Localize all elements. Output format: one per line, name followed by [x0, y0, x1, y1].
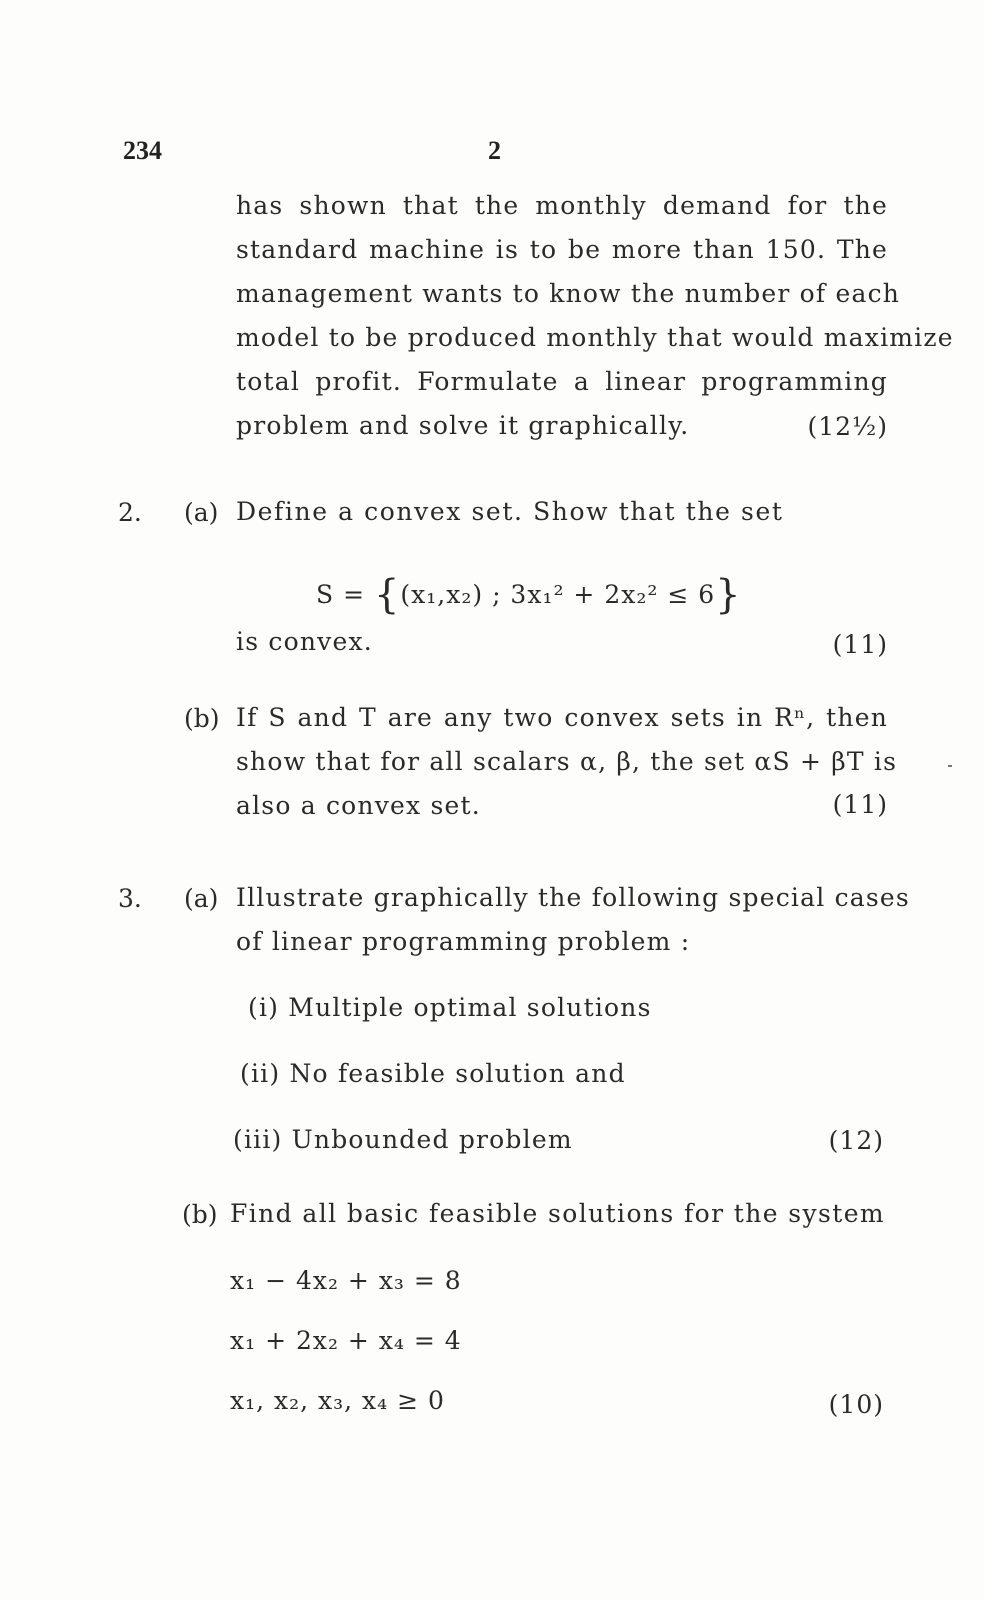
q2b-marks: (11) — [832, 790, 888, 819]
text-line: of linear programming problem : — [236, 927, 691, 956]
text-line: also a convex set. — [236, 791, 481, 820]
case-text: No feasible solution and — [289, 1059, 626, 1088]
case-text: Multiple optimal solutions — [288, 993, 652, 1022]
q2a-set-expression — [316, 572, 742, 618]
set-body: (x₁,x₂) ; 3x₁² + 2x₂² ≤ 6 — [400, 580, 716, 609]
text-line: has shown that the monthly demand for the — [236, 191, 888, 220]
set-lhs: S = — [316, 580, 374, 609]
text-line: Illustrate graphically the following special cases — [236, 883, 910, 912]
q2a-label: (a) — [184, 498, 219, 527]
q1-marks: (12½) — [807, 412, 888, 441]
q3a-marks: (12) — [828, 1126, 884, 1155]
left-brace: { — [373, 572, 401, 618]
text-line: management wants to know the number of each — [236, 279, 901, 308]
q2a-text: Define a convex set. Show that the set — [236, 497, 784, 526]
case-label: (i) — [248, 993, 280, 1022]
scan-speck — [948, 765, 952, 767]
q3b-equation-1: x₁ − 4x₂ + x₃ = 8 — [230, 1266, 462, 1295]
q3a-case-iii — [233, 1118, 573, 1162]
q3b-marks: (10) — [828, 1390, 884, 1419]
q2a-marks: (11) — [832, 630, 888, 659]
text-line: If S and T are any two convex sets in Rⁿ, then — [236, 703, 888, 732]
q2b-label: (b) — [184, 704, 220, 733]
text-line: show that for all scalars α, β, the set αS + βT is — [236, 747, 898, 776]
q3a-body — [236, 876, 910, 964]
q3b-equation-2: x₁ + 2x₂ + x₄ = 4 — [230, 1326, 462, 1355]
right-brace: } — [715, 572, 742, 618]
page-number: 2 — [488, 136, 501, 165]
text-line: model to be produced monthly that would maximize — [236, 323, 954, 352]
case-label: (iii) — [233, 1125, 283, 1154]
q3a-case-i — [248, 986, 652, 1030]
q3a-case-ii — [240, 1052, 626, 1096]
paper-code: 234 — [123, 136, 162, 165]
q2a-tail: is convex. — [236, 627, 373, 656]
case-text: Unbounded problem — [291, 1125, 573, 1154]
q3b-text: Find all basic feasible solutions for the system — [230, 1199, 886, 1228]
text-line: total profit. Formulate a linear programming — [236, 367, 888, 396]
case-label: (ii) — [240, 1059, 281, 1088]
text-line: problem and solve it graphically. — [236, 411, 690, 440]
q3b-nonnegativity: x₁, x₂, x₃, x₄ ≥ 0 — [230, 1386, 445, 1415]
q3a-label: (a) — [184, 884, 219, 913]
q3-number: 3. — [118, 884, 142, 913]
q2-number: 2. — [118, 498, 142, 527]
text-line: standard machine is to be more than 150. The — [236, 235, 888, 264]
q3b-label: (b) — [182, 1200, 218, 1229]
q2b-body — [236, 696, 898, 828]
q1-continuation — [236, 184, 954, 448]
